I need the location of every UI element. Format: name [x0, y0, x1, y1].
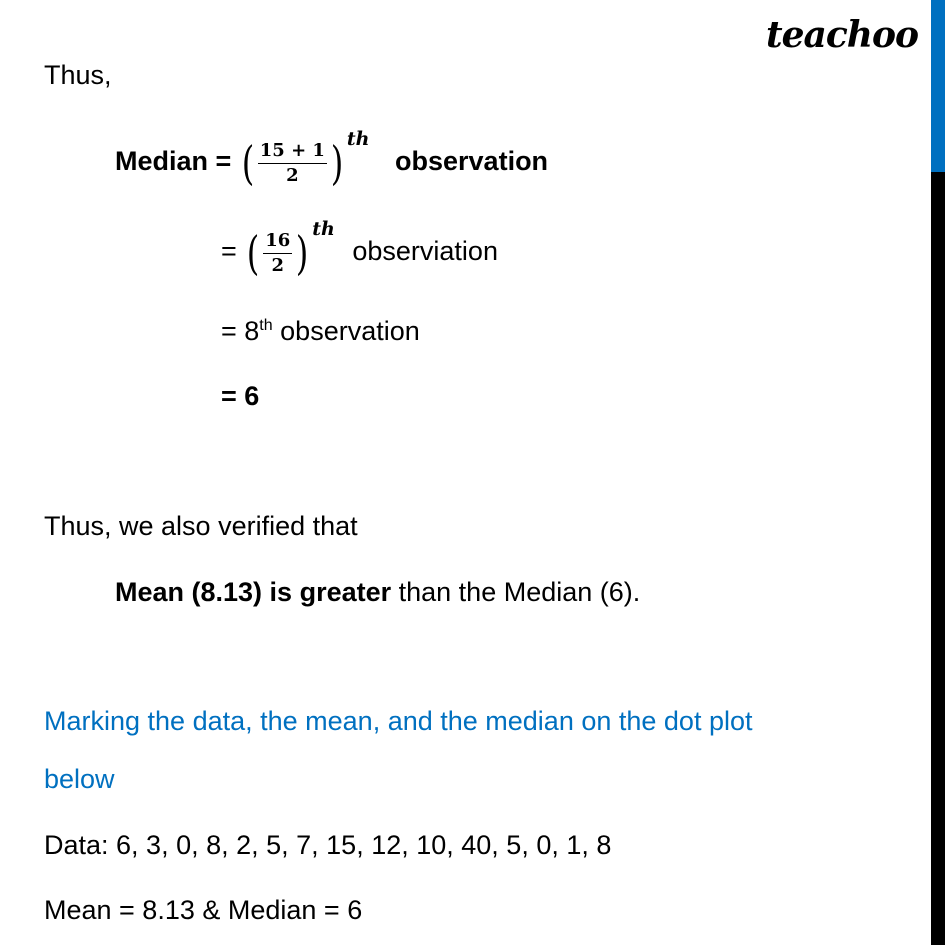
thus-verified-text: Thus, we also verified that: [44, 511, 358, 541]
denominator: 2: [271, 254, 285, 276]
superscript: th: [312, 218, 335, 240]
median-label: Median =: [115, 146, 232, 177]
numerator: 16: [263, 232, 292, 254]
median-formula: [115, 128, 549, 190]
data-line: Data: 6, 3, 0, 8, 2, 5, 7, 15, 12, 10, 40, 5, 0, 1, 8: [44, 830, 612, 860]
fraction-expression: ( $\frac{16}{2}$ ) th: [246, 218, 335, 280]
numerator: 15 + 1: [258, 142, 327, 164]
conclusion-text: Mean (8.13) is greater than the Median (6).: [115, 577, 641, 607]
teachoo-logo: teachoo: [766, 14, 918, 56]
step-3: = 8th observation: [221, 316, 420, 346]
side-dark-bar: [931, 172, 945, 945]
side-accent-bar: [931, 0, 945, 172]
thus-text: Thus,: [44, 60, 112, 90]
summary-line: Mean = 8.13 & Median = 6: [44, 895, 363, 925]
superscript: th: [346, 128, 370, 150]
instruction-line-2: below: [44, 764, 115, 794]
fraction-expression: ( $\frac{15 + 1}{2}$ ) th: [241, 128, 370, 190]
step-4-result: = 6: [221, 381, 260, 411]
step-2: = ( $\frac{16}{2}$ ) th observiation: [221, 218, 498, 280]
observation-label: observation: [395, 146, 549, 177]
fraction: [263, 229, 292, 276]
instruction-line-1: Marking the data, the mean, and the median on the dot plot: [44, 706, 753, 736]
fraction: [258, 139, 327, 186]
denominator: 2: [286, 164, 299, 186]
